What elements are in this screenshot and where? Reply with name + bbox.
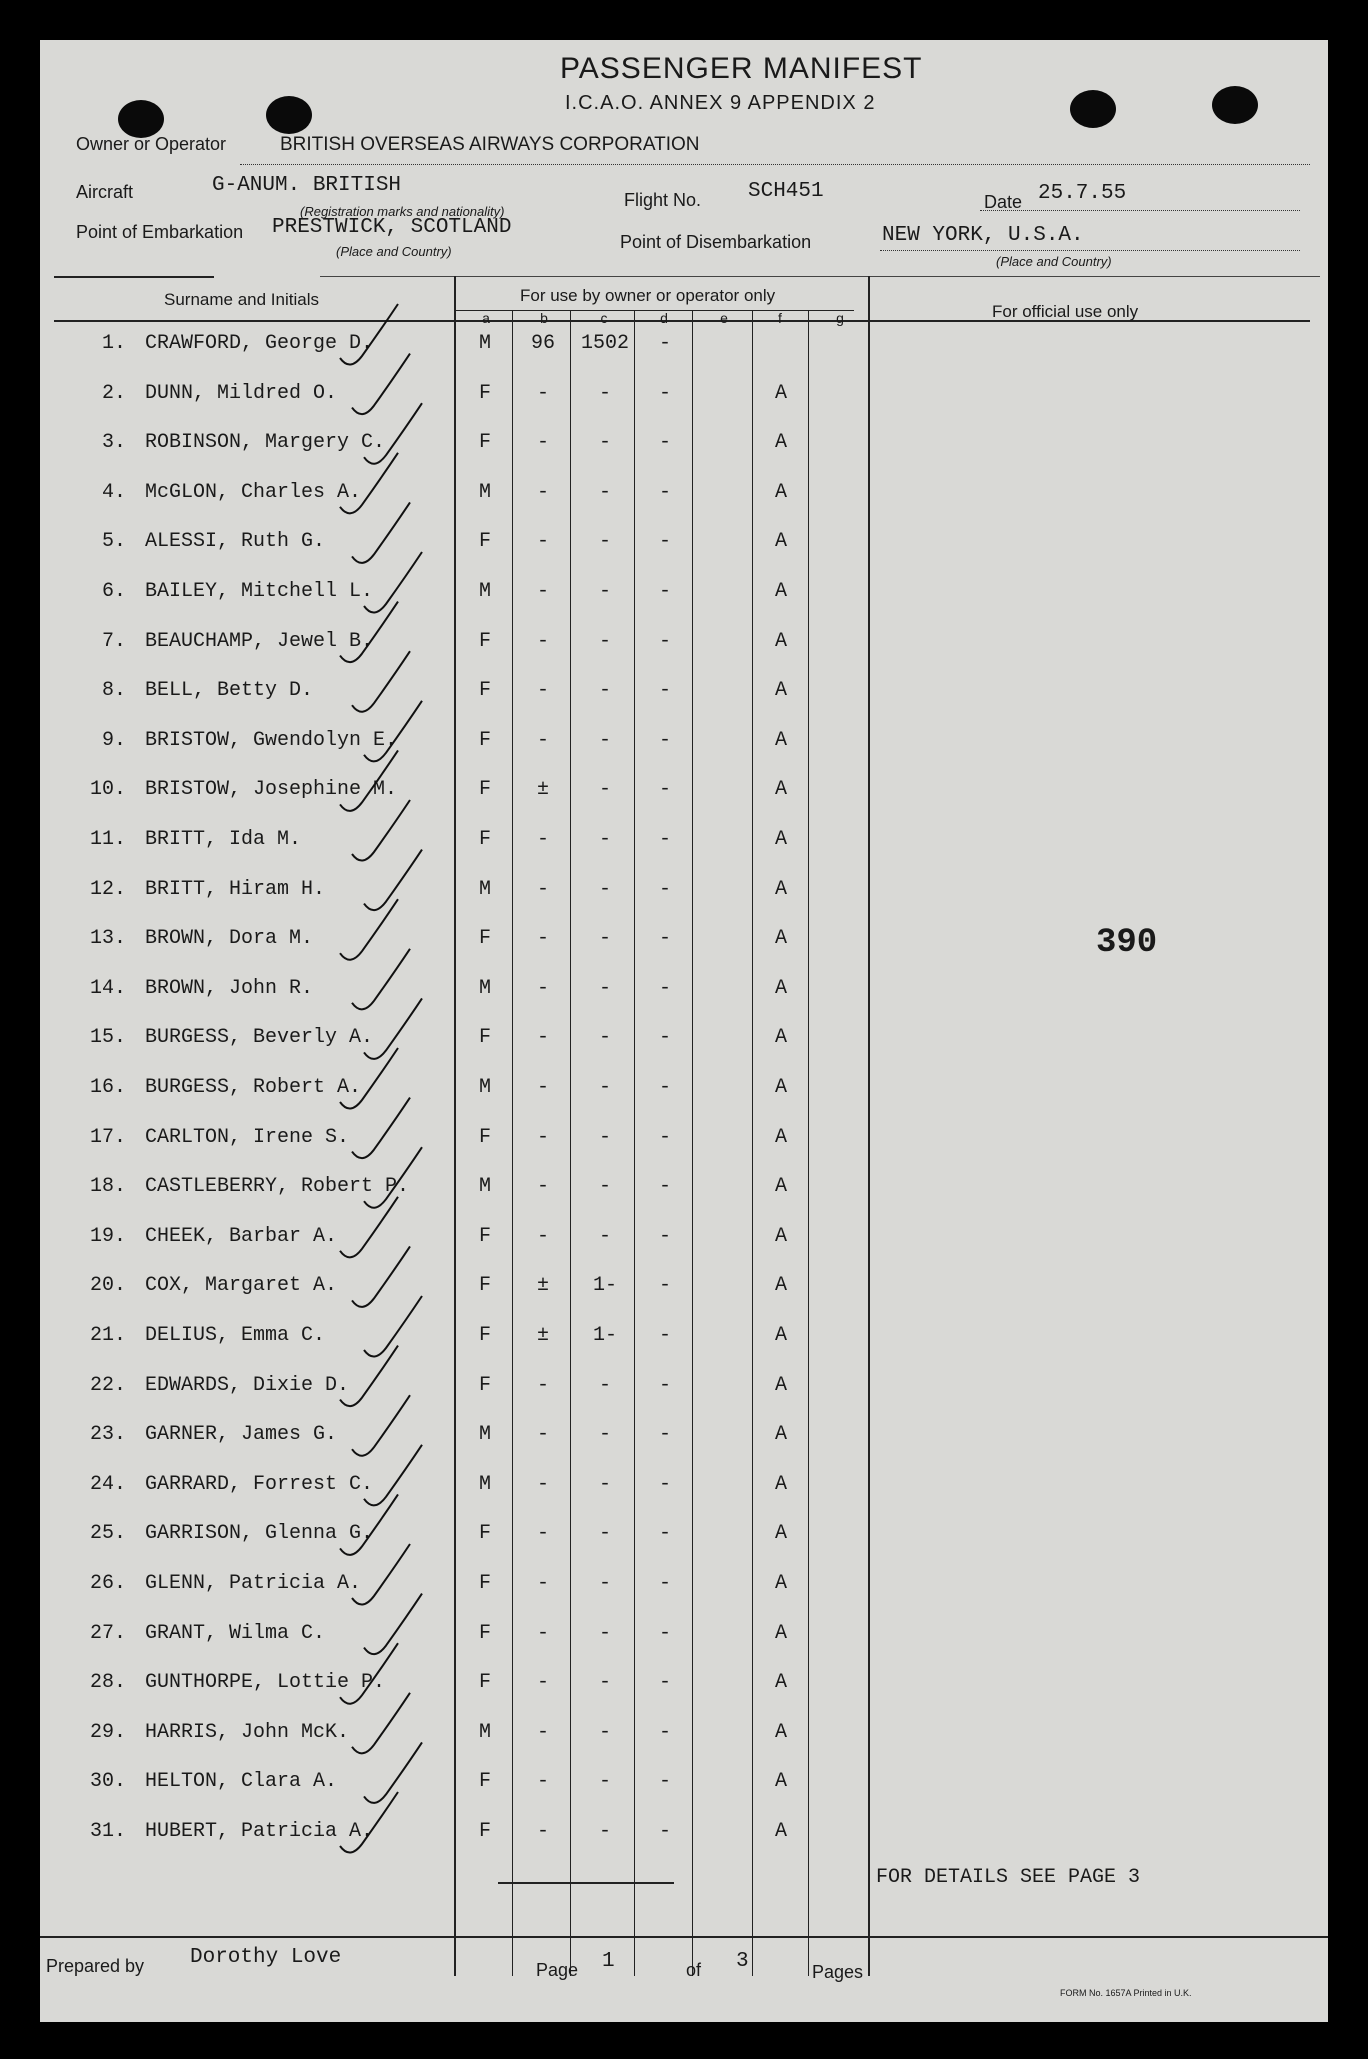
check-mark	[352, 1544, 410, 1605]
column-d-cell: -	[658, 1472, 671, 1496]
passenger-number: 26.	[89, 1572, 126, 1595]
column-c-cell: -	[598, 877, 611, 901]
check-mark	[364, 998, 422, 1059]
sex-cell: M	[478, 1175, 491, 1199]
passenger-name: GRANT, Wilma C.	[145, 1621, 326, 1645]
column-c-cell: -	[598, 778, 611, 802]
passenger-name: BROWN, John R.	[145, 976, 314, 1000]
column-f-cell: A	[774, 1671, 787, 1695]
column-c-cell: -	[598, 1472, 611, 1496]
column-b-cell: -	[536, 431, 549, 455]
column-b-cell: ±	[536, 1324, 549, 1347]
check-mark	[352, 800, 410, 861]
column-f-cell: A	[774, 1472, 787, 1496]
column-d-cell: -	[658, 976, 671, 1000]
column-b-cell: -	[536, 1671, 549, 1695]
column-d-cell: -	[658, 1175, 671, 1199]
check-mark	[352, 354, 410, 415]
passenger-name: DUNN, Mildred O.	[145, 381, 338, 405]
sex-cell: M	[478, 580, 491, 603]
check-mark	[364, 1445, 422, 1506]
passenger-name: GUNTHORPE, Lottie P.	[145, 1671, 386, 1695]
column-c-cell: -	[598, 629, 611, 653]
passenger-number: 14.	[89, 976, 126, 1000]
column-header: g	[836, 310, 844, 326]
column-c-cell: 1502	[580, 332, 629, 355]
passenger-name: BAILEY, Mitchell L.	[145, 580, 374, 603]
disembark-place-note: (Place and Country)	[996, 254, 1112, 269]
column-d-cell: -	[658, 1224, 671, 1248]
flight-label: Flight No.	[624, 190, 702, 210]
details-note: FOR DETAILS SEE PAGE 3	[876, 1866, 1141, 1889]
passenger-number: 29.	[89, 1720, 126, 1744]
column-b-cell: -	[536, 1472, 549, 1496]
column-c-cell: 1-	[592, 1274, 617, 1298]
column-b-cell: -	[536, 728, 549, 752]
passenger-name: CHEEK, Barbar A.	[145, 1224, 338, 1248]
prepared-label: Prepared by	[46, 1956, 145, 1976]
passenger-name: HELTON, Clara A.	[145, 1770, 338, 1794]
column-f-cell: A	[774, 1125, 787, 1149]
passenger-name: ROBINSON, Margery C.	[145, 431, 386, 455]
passenger-number: 25.	[89, 1522, 126, 1546]
column-b-cell: -	[536, 629, 549, 653]
column-b-cell: -	[536, 976, 549, 1000]
column-f-cell: A	[774, 381, 787, 405]
passenger-number: 24.	[89, 1472, 126, 1496]
passenger-name: CASTLEBERRY, Robert P.	[145, 1175, 410, 1199]
column-d-cell: -	[658, 1076, 671, 1099]
column-c-cell: -	[598, 1373, 611, 1397]
page-number: 1	[602, 1950, 615, 1973]
passenger-name: ALESSI, Ruth G.	[145, 530, 326, 554]
column-c-cell: -	[598, 679, 611, 703]
column-f-cell: A	[774, 629, 787, 653]
passenger-number: 7.	[101, 629, 126, 653]
manifest-sheet	[40, 40, 1328, 2022]
column-b-cell: -	[536, 1373, 549, 1397]
sex-cell: M	[478, 1076, 491, 1099]
column-c-cell: -	[598, 1770, 611, 1794]
column-f-cell: A	[774, 1224, 787, 1248]
sex-cell: F	[478, 1621, 491, 1645]
column-f-cell: A	[774, 1026, 787, 1050]
sex-cell: F	[478, 927, 491, 951]
sex-cell: M	[478, 332, 491, 355]
column-c-cell: -	[598, 1720, 611, 1744]
sex-cell: F	[478, 1770, 491, 1794]
column-f-cell: A	[774, 480, 787, 504]
operator-use-header: For use by owner or operator only	[520, 286, 776, 305]
passenger-number: 6.	[101, 580, 126, 603]
sex-cell: M	[478, 877, 491, 901]
column-c-cell: -	[598, 381, 611, 405]
passenger-number: 17.	[89, 1125, 126, 1149]
passenger-number: 23.	[89, 1423, 126, 1447]
check-mark	[352, 1098, 410, 1159]
aircraft-value: G-ANUM. BRITISH	[212, 174, 402, 197]
official-use-header: For official use only	[992, 302, 1139, 321]
operator-value: BRITISH OVERSEAS AIRWAYS CORPORATION	[280, 134, 700, 155]
passenger-name: BRISTOW, Josephine M.	[145, 778, 398, 802]
passenger-name: McGLON, Charles A.	[145, 480, 362, 504]
column-c-cell: -	[598, 1621, 611, 1645]
passenger-number: 13.	[89, 927, 126, 951]
column-b-cell: -	[536, 828, 549, 851]
column-c-cell: -	[598, 1125, 611, 1149]
column-d-cell: -	[658, 1125, 671, 1149]
passenger-number: 12.	[89, 877, 126, 901]
check-mark	[364, 1594, 422, 1655]
embark-label: Point of Embarkation	[76, 222, 244, 242]
column-d-cell: -	[658, 728, 671, 752]
column-d-cell: -	[658, 1324, 671, 1347]
column-c-cell: -	[598, 1572, 611, 1595]
column-header: d	[660, 310, 668, 326]
column-d-cell: -	[658, 480, 671, 504]
check-mark	[352, 1693, 410, 1754]
sex-cell: M	[478, 1423, 491, 1447]
passenger-name: EDWARDS, Dixie D.	[145, 1373, 350, 1397]
passenger-name: BURGESS, Beverly A.	[145, 1026, 374, 1050]
passenger-number: 19.	[89, 1224, 126, 1248]
check-mark	[364, 403, 422, 464]
column-c-cell: -	[598, 728, 611, 752]
check-mark	[352, 502, 410, 563]
column-f-cell: A	[774, 976, 787, 1000]
column-c-cell: -	[598, 580, 611, 603]
sex-cell: F	[478, 1522, 491, 1546]
sex-cell: M	[478, 1472, 491, 1496]
sex-cell: F	[478, 1274, 491, 1298]
passenger-number: 30.	[89, 1770, 126, 1794]
column-f-cell: A	[774, 530, 787, 554]
pages-label: Pages	[812, 1962, 864, 1982]
passenger-name: CRAWFORD, George D.	[145, 332, 374, 355]
column-b-cell: -	[536, 1026, 549, 1050]
column-f-cell: A	[774, 431, 787, 455]
column-f-cell: A	[774, 679, 787, 703]
column-c-cell: -	[598, 976, 611, 1000]
column-f-cell: A	[774, 1423, 787, 1447]
passenger-name: HARRIS, John McK.	[145, 1720, 350, 1744]
passenger-name: HUBERT, Patricia A.	[145, 1820, 374, 1843]
column-d-cell: -	[658, 1423, 671, 1447]
check-mark	[364, 552, 422, 613]
column-c-cell: -	[598, 1076, 611, 1099]
column-b-cell: -	[536, 877, 549, 901]
check-mark	[340, 304, 398, 365]
column-d-cell: -	[658, 530, 671, 554]
column-b-cell: -	[536, 679, 549, 703]
column-d-cell: -	[658, 778, 671, 802]
sex-cell: F	[478, 728, 491, 752]
column-f-cell: A	[774, 927, 787, 951]
column-header: a	[482, 310, 490, 326]
column-d-cell: -	[658, 629, 671, 653]
column-b-cell: -	[536, 1770, 549, 1794]
column-c-cell: -	[598, 1175, 611, 1199]
aircraft-note: (Registration marks and nationality)	[300, 204, 505, 219]
check-mark	[364, 701, 422, 762]
sex-cell: F	[478, 629, 491, 653]
column-c-cell: -	[598, 1423, 611, 1447]
column-c-cell: -	[598, 927, 611, 951]
column-b-cell: -	[536, 1522, 549, 1546]
column-f-cell: A	[774, 1076, 787, 1099]
passenger-number: 18.	[89, 1175, 126, 1199]
column-f-cell: A	[774, 1770, 787, 1794]
column-b-cell: -	[536, 1423, 549, 1447]
passenger-number: 1.	[101, 332, 126, 355]
passenger-name: CARLTON, Irene S.	[145, 1125, 350, 1149]
column-b-cell: ±	[536, 778, 549, 802]
operator-label: Owner or Operator	[76, 134, 227, 154]
passenger-name: BEAUCHAMP, Jewel B.	[145, 629, 374, 653]
passenger-name: BRITT, Ida M.	[145, 828, 302, 851]
column-d-cell: -	[658, 431, 671, 455]
sex-cell: F	[478, 679, 491, 703]
disembark-label: Point of Disembarkation	[620, 232, 812, 252]
column-d-cell: -	[658, 927, 671, 951]
disembark-value: NEW YORK, U.S.A.	[882, 224, 1084, 247]
passenger-name: COX, Margaret A.	[145, 1274, 338, 1298]
check-mark	[352, 1395, 410, 1456]
column-f-cell: A	[774, 778, 787, 802]
aircraft-label: Aircraft	[76, 182, 134, 202]
column-f-cell: A	[774, 1175, 787, 1199]
column-f-cell: A	[774, 1373, 787, 1397]
column-d-cell: -	[658, 1274, 671, 1298]
column-d-cell: -	[658, 1373, 671, 1397]
passenger-number: 9.	[101, 728, 126, 752]
passenger-number: 4.	[101, 480, 126, 504]
column-d-cell: -	[658, 332, 671, 355]
passenger-name: GARRISON, Glenna G.	[145, 1522, 374, 1546]
column-d-cell: -	[658, 1026, 671, 1050]
column-header: b	[540, 310, 548, 326]
sex-cell: M	[478, 976, 491, 1000]
column-f-cell: A	[774, 828, 787, 851]
column-f-cell: A	[774, 877, 787, 901]
column-c-cell: -	[598, 1522, 611, 1546]
column-b-cell: 96	[530, 332, 555, 355]
sex-cell: M	[478, 1720, 491, 1744]
passenger-name: GLENN, Patricia A.	[145, 1572, 362, 1595]
column-b-cell: -	[536, 927, 549, 951]
passenger-number: 27.	[89, 1621, 126, 1645]
passenger-number: 31.	[89, 1820, 126, 1843]
passenger-name: BROWN, Dora M.	[145, 927, 314, 951]
column-b-cell: ±	[536, 1274, 549, 1298]
check-mark	[352, 1246, 410, 1307]
surname-header: Surname and Initials	[164, 290, 319, 309]
column-b-cell: -	[536, 1720, 549, 1744]
column-b-cell: -	[536, 1621, 549, 1645]
column-d-cell: -	[658, 1820, 671, 1843]
sex-cell: F	[478, 381, 491, 405]
column-f-cell: A	[774, 580, 787, 603]
column-f-cell: A	[774, 1621, 787, 1645]
column-d-cell: -	[658, 1522, 671, 1546]
sex-cell: F	[478, 1224, 491, 1248]
passenger-name: BRISTOW, Gwendolyn E.	[145, 728, 398, 752]
date-label: Date	[984, 192, 1023, 212]
sex-cell: F	[478, 1125, 491, 1149]
column-f-cell: A	[774, 1522, 787, 1546]
page-subtitle: I.C.A.O. ANNEX 9 APPENDIX 2	[565, 92, 876, 114]
column-d-cell: -	[658, 1770, 671, 1794]
column-d-cell: -	[658, 1720, 671, 1744]
column-c-cell: 1-	[592, 1324, 617, 1347]
column-f-cell: A	[774, 728, 787, 752]
column-c-cell: -	[598, 1026, 611, 1050]
column-b-cell: -	[536, 1572, 549, 1595]
check-mark	[364, 1742, 422, 1803]
check-mark	[352, 949, 410, 1010]
passenger-number: 5.	[101, 530, 126, 554]
total-pages: 3	[736, 1950, 749, 1973]
column-c-cell: -	[598, 431, 611, 455]
sex-cell: F	[478, 828, 491, 851]
check-mark	[364, 850, 422, 911]
column-b-cell: -	[536, 1076, 549, 1099]
prepared-by: Dorothy Love	[190, 1946, 342, 1969]
passenger-number: 8.	[101, 679, 126, 703]
column-b-cell: -	[536, 480, 549, 504]
sex-cell: F	[478, 530, 491, 554]
column-f-cell: A	[774, 1820, 787, 1843]
column-d-cell: -	[658, 1572, 671, 1595]
passenger-number: 11.	[89, 828, 126, 851]
column-header: f	[778, 310, 782, 326]
column-b-cell: -	[536, 530, 549, 554]
flight-value: SCH451	[748, 180, 824, 203]
column-b-cell: -	[536, 1125, 549, 1149]
column-c-cell: -	[598, 1224, 611, 1248]
passenger-number: 2.	[101, 381, 126, 405]
column-f-cell: A	[774, 1720, 787, 1744]
column-f-cell: A	[774, 1274, 787, 1298]
sex-cell: F	[478, 778, 491, 802]
column-f-cell: A	[774, 1572, 787, 1595]
column-d-cell: -	[658, 381, 671, 405]
sex-cell: F	[478, 1820, 491, 1843]
column-c-cell: -	[598, 828, 611, 851]
passenger-name: BURGESS, Robert A.	[145, 1076, 362, 1099]
passenger-number: 16.	[89, 1076, 126, 1099]
column-d-cell: -	[658, 877, 671, 901]
passenger-number: 22.	[89, 1373, 126, 1397]
column-b-cell: -	[536, 1175, 549, 1199]
column-d-cell: -	[658, 828, 671, 851]
passenger-number: 15.	[89, 1026, 126, 1050]
column-d-cell: -	[658, 580, 671, 603]
passenger-name: BELL, Betty D.	[145, 679, 314, 703]
column-d-cell: -	[658, 1621, 671, 1645]
column-d-cell: -	[658, 679, 671, 703]
column-b-cell: -	[536, 381, 549, 405]
column-b-cell: -	[536, 580, 549, 603]
check-mark	[364, 1296, 422, 1357]
passenger-number: 20.	[89, 1274, 126, 1298]
embark-place-note: (Place and Country)	[336, 244, 452, 259]
column-header: c	[600, 310, 608, 326]
sex-cell: F	[478, 1671, 491, 1695]
sex-cell: F	[478, 1373, 491, 1397]
column-c-cell: -	[598, 480, 611, 504]
official-number: 390	[1096, 924, 1158, 962]
of-label: of	[686, 1960, 702, 1980]
column-f-cell: A	[774, 1324, 787, 1347]
passenger-name: BRITT, Hiram H.	[145, 877, 326, 901]
sex-cell: F	[478, 1026, 491, 1050]
column-c-cell: -	[598, 530, 611, 554]
column-b-cell: -	[536, 1820, 549, 1843]
sex-cell: M	[478, 480, 491, 504]
passenger-number: 3.	[101, 431, 126, 455]
check-mark	[352, 651, 410, 712]
column-c-cell: -	[598, 1820, 611, 1843]
check-mark	[364, 1147, 422, 1208]
column-d-cell: -	[658, 1671, 671, 1695]
page-title: PASSENGER MANIFEST	[560, 52, 923, 85]
form-number: FORM No. 1657A Printed in U.K.	[1060, 1988, 1192, 1998]
sex-cell: F	[478, 1572, 491, 1595]
passenger-number: 28.	[89, 1671, 126, 1695]
passenger-number: 10.	[89, 778, 126, 802]
column-header: e	[720, 310, 728, 326]
column-c-cell: -	[598, 1671, 611, 1695]
embark-value: PRESTWICK, SCOTLAND	[272, 216, 512, 239]
page-label: Page	[536, 1960, 579, 1980]
handwritten-check-marks	[40, 40, 1328, 2022]
date-value: 25.7.55	[1038, 182, 1127, 205]
passenger-name: DELIUS, Emma C.	[145, 1324, 326, 1347]
passenger-number: 21.	[89, 1324, 126, 1347]
column-b-cell: -	[536, 1224, 549, 1248]
passenger-name: GARNER, James G.	[145, 1423, 338, 1447]
sex-cell: F	[478, 1324, 491, 1347]
sex-cell: F	[478, 431, 491, 455]
passenger-name: GARRARD, Forrest C.	[145, 1472, 374, 1496]
